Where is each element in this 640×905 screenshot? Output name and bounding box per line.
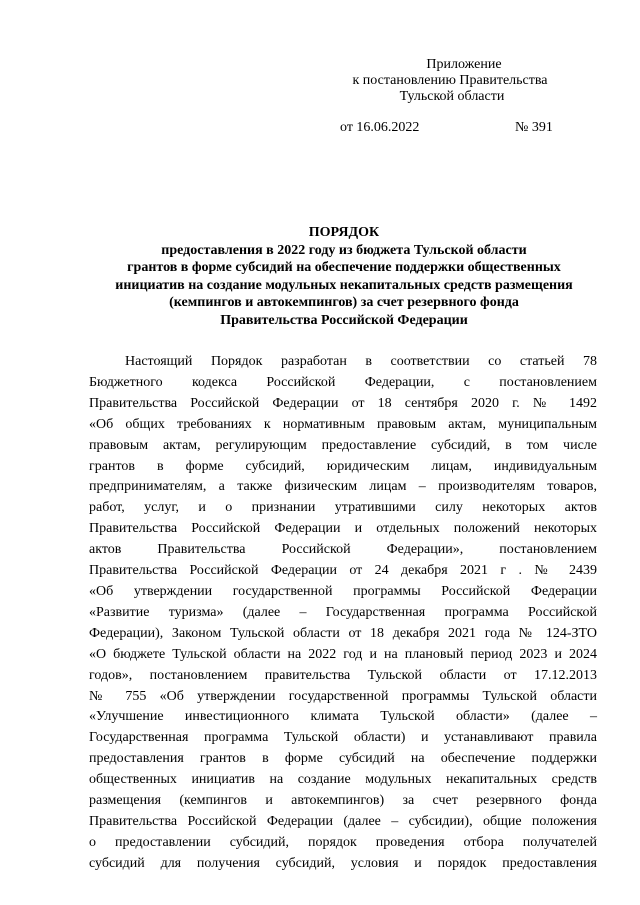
body-line: № 755 «Об утверждении государственной программы Тульской области	[89, 688, 597, 704]
appendix-line-3: Тульской области	[399, 89, 505, 104]
body-line: субсидий для получения субсидий, условия и порядок предоставления	[89, 855, 597, 871]
body-line: Правительства Российской Федерации (далее – субсидии), общие положения	[89, 813, 597, 829]
title-line: предоставления в 2022 году из бюджета Тульской области	[161, 242, 527, 258]
body-line: предпринимателям, а также физическим лицам – производителям товаров,	[89, 479, 597, 495]
title-line: Правительства Российской Федерации	[220, 312, 468, 328]
appendix-header	[340, 57, 580, 105]
body-line: общественных инициатив на создание модульных некапитальных средств	[89, 772, 597, 788]
body-line: Правительства Российской Федерации и отдельных положений некоторых	[89, 521, 597, 537]
body-line: Правительства Российской Федерации от 24 декабря 2021 г . № 2439	[89, 563, 597, 579]
body-line: годов», постановлением правительства Тульской области от 17.12.2013	[89, 667, 597, 683]
body-line: грантов в форме субсидий, юридическим лицам, индивидуальным	[89, 458, 597, 474]
body-line: Настоящий Порядок разработан в соответствии со статьей 78	[125, 354, 597, 369]
title-heading: ПОРЯДОК	[308, 225, 380, 240]
body-line: Государственная программа Тульской области) и устанавливают правила	[89, 730, 597, 746]
body-line: Бюджетного кодекса Российской Федерации, с постановлением	[89, 374, 597, 390]
body-line: «О бюджете Тульской области на 2022 год и на плановый период 2023 и 2024	[89, 646, 597, 662]
body-line: Правительства Российской Федерации от 18 сентября 2020 г. № 1492	[89, 395, 597, 411]
body-line: правовым актам, регулирующим предоставление субсидий, в том числе	[89, 437, 597, 453]
appendix-line-1: Приложение	[426, 57, 502, 72]
body-line: предоставления грантов в форме субсидий на обеспечение поддержки	[89, 751, 597, 767]
body-line: актов Правительства Российской Федерации», постановлением	[89, 542, 597, 558]
title-line: грантов в форме субсидий на обеспечение поддержки общественных	[127, 260, 561, 275]
body-line: «Улучшение инвестиционного климата Тульской области» (далее –	[89, 709, 597, 725]
body-line: «Развитие туризма» (далее – Государственная программа Российской	[89, 604, 597, 620]
document-title	[96, 224, 592, 329]
body-line: о предоставлении субсидий, порядок проведения отбора получателей	[89, 834, 597, 850]
body-line: «Об утверждении государственной программы Российской Федерации	[89, 583, 597, 599]
decree-number: № 391	[515, 120, 553, 135]
body-line: размещения (кемпингов и автокемпингов) за счет резервного фонда	[89, 793, 597, 809]
body-line: Федерации), Законом Тульской области от 18 декабря 2021 года № 124-ЗТО	[89, 625, 597, 641]
body-line: работ, услуг, и о признании утратившими силу некоторых актов	[89, 500, 597, 516]
title-line: (кемпингов и автокемпингов) за счет резервного фонда	[169, 295, 519, 310]
body-paragraph	[89, 352, 597, 875]
body-line: «Об общих требованиях к нормативным правовым актам, муниципальным	[89, 416, 597, 432]
decree-date: от 16.06.2022	[340, 120, 420, 135]
appendix-line-2: к постановлению Правительства	[352, 73, 548, 88]
title-line: инициатив на создание модульных некапитальных средств размещения	[115, 277, 573, 293]
